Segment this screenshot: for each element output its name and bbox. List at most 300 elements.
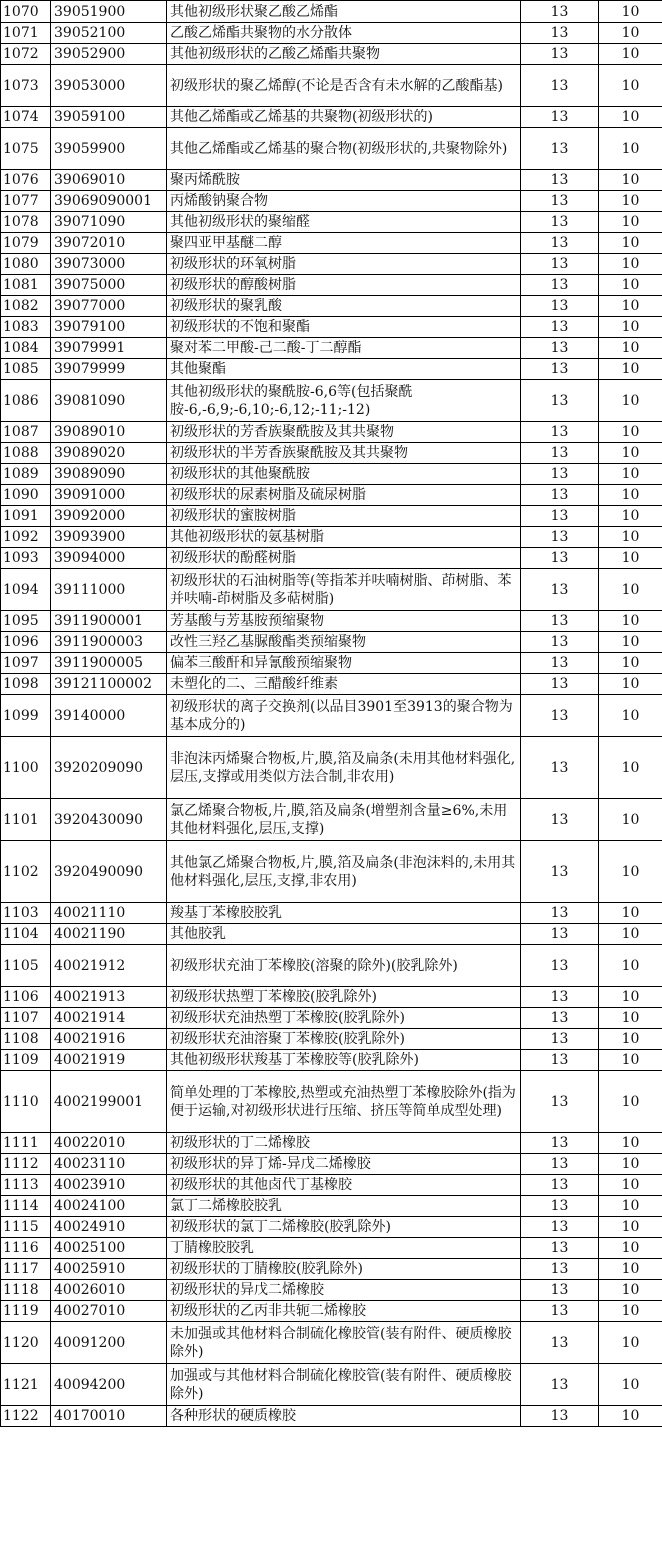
rate-b-cell: 10	[599, 527, 662, 548]
commodity-code-cell: 40021190	[51, 924, 167, 945]
commodity-description-cell: 初级形状的聚乙烯醇(不论是否含有未水解的乙酸酯基)	[167, 65, 521, 107]
row-number-cell: 1080	[1, 254, 51, 275]
rate-b-cell: 10	[599, 65, 662, 107]
rate-b-cell: 10	[599, 653, 662, 674]
table-row	[1, 695, 662, 737]
table-row	[1, 1008, 662, 1029]
row-number-cell: 1113	[1, 1175, 51, 1196]
commodity-code-cell: 40025910	[51, 1259, 167, 1280]
table-row	[1, 443, 662, 464]
commodity-description-cell: 初级形状的不饱和聚酯	[167, 317, 521, 338]
table-row	[1, 674, 662, 695]
rate-b-cell: 10	[599, 443, 662, 464]
rate-b-cell: 10	[599, 1175, 662, 1196]
rate-a-cell: 13	[521, 506, 599, 527]
rate-a-cell: 13	[521, 945, 599, 987]
table-row	[1, 254, 662, 275]
commodity-code-cell: 39081090	[51, 380, 167, 422]
commodity-description-cell: 初级形状的醇酸树脂	[167, 275, 521, 296]
rate-b-cell: 10	[599, 380, 662, 422]
row-number-cell: 1091	[1, 506, 51, 527]
rate-a-cell: 13	[521, 464, 599, 485]
rate-b-cell: 10	[599, 1196, 662, 1217]
rate-a-cell: 13	[521, 632, 599, 653]
row-number-cell: 1073	[1, 65, 51, 107]
rate-b-cell: 10	[599, 254, 662, 275]
rate-a-cell: 13	[521, 695, 599, 737]
rate-a-cell: 13	[521, 443, 599, 464]
row-number-cell: 1103	[1, 903, 51, 924]
rate-b-cell: 10	[599, 987, 662, 1008]
rate-b-cell: 10	[599, 799, 662, 841]
rate-a-cell: 13	[521, 1364, 599, 1406]
table-body	[1, 1, 662, 1427]
rate-b-cell: 10	[599, 107, 662, 128]
row-number-cell: 1075	[1, 128, 51, 170]
rate-a-cell: 13	[521, 23, 599, 44]
commodity-code-cell: 40094200	[51, 1364, 167, 1406]
rate-a-cell: 13	[521, 1196, 599, 1217]
rate-b-cell: 10	[599, 1259, 662, 1280]
table-row	[1, 44, 662, 65]
rate-a-cell: 13	[521, 1, 599, 23]
rate-b-cell: 10	[599, 1050, 662, 1071]
table-row	[1, 945, 662, 987]
table-row	[1, 1259, 662, 1280]
row-number-cell: 1093	[1, 548, 51, 569]
commodity-code-cell: 39091000	[51, 485, 167, 506]
commodity-code-cell: 39079991	[51, 338, 167, 359]
rate-b-cell: 10	[599, 1238, 662, 1259]
table-row	[1, 1301, 662, 1322]
rate-a-cell: 13	[521, 1217, 599, 1238]
commodity-description-cell: 其他初级形状的氨基树脂	[167, 527, 521, 548]
table-row	[1, 569, 662, 611]
table-row	[1, 380, 662, 422]
commodity-description-cell: 其他乙烯酯或乙烯基的共聚物(初级形状的)	[167, 107, 521, 128]
row-number-cell: 1070	[1, 1, 51, 23]
commodity-code-cell: 39079100	[51, 317, 167, 338]
commodity-code-cell: 39089010	[51, 422, 167, 443]
commodity-description-cell: 偏苯三酸酐和异氰酸预缩聚物	[167, 653, 521, 674]
rate-a-cell: 13	[521, 1154, 599, 1175]
commodity-code-cell: 39051900	[51, 1, 167, 23]
rate-a-cell: 13	[521, 107, 599, 128]
commodity-code-cell: 39094000	[51, 548, 167, 569]
row-number-cell: 1111	[1, 1133, 51, 1154]
commodity-description-cell: 初级形状的蜜胺树脂	[167, 506, 521, 527]
commodity-description-cell: 聚对苯二甲酸-己二酸-丁二醇酯	[167, 338, 521, 359]
commodity-code-cell: 40021912	[51, 945, 167, 987]
rate-b-cell: 10	[599, 1364, 662, 1406]
rate-b-cell: 10	[599, 1280, 662, 1301]
commodity-code-cell: 39121100002	[51, 674, 167, 695]
rate-b-cell: 10	[599, 695, 662, 737]
rate-b-cell: 10	[599, 23, 662, 44]
commodity-description-cell: 初级形状的异丁烯-异戊二烯橡胶	[167, 1154, 521, 1175]
row-number-cell: 1086	[1, 380, 51, 422]
commodity-code-cell: 39053000	[51, 65, 167, 107]
rate-b-cell: 10	[599, 275, 662, 296]
commodity-description-cell: 其他初级形状的聚酰胺-6,6等(包括聚酰胺-6,-6,9;-6,10;-6,12;-11;-12)	[167, 380, 521, 422]
row-number-cell: 1081	[1, 275, 51, 296]
table-row	[1, 1133, 662, 1154]
table-row	[1, 506, 662, 527]
commodity-description-cell: 初级形状的异戊二烯橡胶	[167, 1280, 521, 1301]
row-number-cell: 1109	[1, 1050, 51, 1071]
row-number-cell: 1097	[1, 653, 51, 674]
rate-a-cell: 13	[521, 233, 599, 254]
row-number-cell: 1120	[1, 1322, 51, 1364]
commodity-code-cell: 3920430090	[51, 799, 167, 841]
row-number-cell: 1121	[1, 1364, 51, 1406]
row-number-cell: 1089	[1, 464, 51, 485]
row-number-cell: 1094	[1, 569, 51, 611]
commodity-code-cell: 39075000	[51, 275, 167, 296]
rate-b-cell: 10	[599, 128, 662, 170]
row-number-cell: 1099	[1, 695, 51, 737]
commodity-code-cell: 40021914	[51, 1008, 167, 1029]
row-number-cell: 1110	[1, 1071, 51, 1133]
row-number-cell: 1071	[1, 23, 51, 44]
commodity-description-cell: 未塑化的二、三醋酸纤维素	[167, 674, 521, 695]
table-row	[1, 653, 662, 674]
rate-b-cell: 10	[599, 632, 662, 653]
rate-a-cell: 13	[521, 569, 599, 611]
commodity-description-cell: 初级形状的半芳香族聚酰胺及其共聚物	[167, 443, 521, 464]
table-row	[1, 527, 662, 548]
row-number-cell: 1114	[1, 1196, 51, 1217]
commodity-code-cell: 40024910	[51, 1217, 167, 1238]
commodity-code-cell: 3911900001	[51, 611, 167, 632]
rate-a-cell: 13	[521, 296, 599, 317]
rate-b-cell: 10	[599, 1008, 662, 1029]
commodity-description-cell: 初级形状的其他卤代丁基橡胶	[167, 1175, 521, 1196]
commodity-code-cell: 39069010	[51, 170, 167, 191]
commodity-code-cell: 40023110	[51, 1154, 167, 1175]
table-row	[1, 1238, 662, 1259]
commodity-description-cell: 初级形状的酚醛树脂	[167, 548, 521, 569]
table-row	[1, 128, 662, 170]
commodity-description-cell: 其他初级形状聚乙酸乙烯酯	[167, 1, 521, 23]
table-row	[1, 841, 662, 903]
rate-b-cell: 10	[599, 212, 662, 233]
table-row	[1, 170, 662, 191]
commodity-code-cell: 3920490090	[51, 841, 167, 903]
table-row	[1, 107, 662, 128]
table-row	[1, 1280, 662, 1301]
commodity-code-cell: 40027010	[51, 1301, 167, 1322]
commodity-description-cell: 初级形状的丁二烯橡胶	[167, 1133, 521, 1154]
rate-a-cell: 13	[521, 44, 599, 65]
rate-b-cell: 10	[599, 1217, 662, 1238]
commodity-code-cell: 3911900005	[51, 653, 167, 674]
commodity-description-cell: 初级形状的其他聚酰胺	[167, 464, 521, 485]
table-row	[1, 191, 662, 212]
row-number-cell: 1090	[1, 485, 51, 506]
rate-b-cell: 10	[599, 1133, 662, 1154]
row-number-cell: 1092	[1, 527, 51, 548]
table-row	[1, 65, 662, 107]
commodity-description-cell: 其他乙烯酯或乙烯基的聚合物(初级形状的,共聚物除外)	[167, 128, 521, 170]
table-row	[1, 1029, 662, 1050]
commodity-code-cell: 4002199001	[51, 1071, 167, 1133]
rate-a-cell: 13	[521, 548, 599, 569]
table-row	[1, 485, 662, 506]
rate-b-cell: 10	[599, 1322, 662, 1364]
commodity-description-cell: 初级形状充油溶聚丁苯橡胶(胶乳除外)	[167, 1029, 521, 1050]
commodity-description-cell: 羧基丁苯橡胶胶乳	[167, 903, 521, 924]
rate-a-cell: 13	[521, 611, 599, 632]
row-number-cell: 1112	[1, 1154, 51, 1175]
commodity-code-cell: 39071090	[51, 212, 167, 233]
row-number-cell: 1076	[1, 170, 51, 191]
table-row	[1, 464, 662, 485]
row-number-cell: 1104	[1, 924, 51, 945]
commodity-description-cell: 初级形状的尿素树脂及硫尿树脂	[167, 485, 521, 506]
commodity-code-cell: 3911900003	[51, 632, 167, 653]
rate-a-cell: 13	[521, 1238, 599, 1259]
rate-a-cell: 13	[521, 191, 599, 212]
rate-b-cell: 10	[599, 1406, 662, 1427]
commodity-code-cell: 40021916	[51, 1029, 167, 1050]
row-number-cell: 1115	[1, 1217, 51, 1238]
table-row	[1, 23, 662, 44]
rate-b-cell: 10	[599, 1154, 662, 1175]
rate-a-cell: 13	[521, 170, 599, 191]
rate-b-cell: 10	[599, 674, 662, 695]
commodity-description-cell: 初级形状的环氧树脂	[167, 254, 521, 275]
table-row	[1, 1071, 662, 1133]
table-row	[1, 903, 662, 924]
table-row	[1, 338, 662, 359]
commodity-description-cell: 简单处理的丁苯橡胶,热塑或充油热塑丁苯橡胶除外(指为便于运输,对初级形状进行压缩、挤压等简单成型处理)	[167, 1071, 521, 1133]
commodity-code-cell: 40023910	[51, 1175, 167, 1196]
table-row	[1, 737, 662, 799]
commodity-code-cell: 40091200	[51, 1322, 167, 1364]
commodity-code-cell: 39059900	[51, 128, 167, 170]
commodity-description-cell: 初级形状充油丁苯橡胶(溶聚的除外)(胶乳除外)	[167, 945, 521, 987]
row-number-cell: 1072	[1, 44, 51, 65]
commodity-code-cell: 40026010	[51, 1280, 167, 1301]
commodity-code-cell: 39093900	[51, 527, 167, 548]
commodity-code-cell: 40021913	[51, 987, 167, 1008]
commodity-code-cell: 40021919	[51, 1050, 167, 1071]
table-row	[1, 1196, 662, 1217]
table-row	[1, 422, 662, 443]
rate-b-cell: 10	[599, 296, 662, 317]
commodity-description-cell: 其他初级形状羧基丁苯橡胶等(胶乳除外)	[167, 1050, 521, 1071]
commodity-description-cell: 丙烯酸钠聚合物	[167, 191, 521, 212]
rate-a-cell: 13	[521, 737, 599, 799]
row-number-cell: 1117	[1, 1259, 51, 1280]
rate-b-cell: 10	[599, 903, 662, 924]
rate-a-cell: 13	[521, 1029, 599, 1050]
commodity-code-cell: 40022010	[51, 1133, 167, 1154]
rate-b-cell: 10	[599, 1, 662, 23]
commodity-code-cell: 39072010	[51, 233, 167, 254]
rate-a-cell: 13	[521, 338, 599, 359]
row-number-cell: 1105	[1, 945, 51, 987]
commodity-code-cell: 39111000	[51, 569, 167, 611]
table-row	[1, 212, 662, 233]
table-row	[1, 548, 662, 569]
table-row	[1, 799, 662, 841]
row-number-cell: 1082	[1, 296, 51, 317]
rate-b-cell: 10	[599, 924, 662, 945]
rate-a-cell: 13	[521, 1322, 599, 1364]
row-number-cell: 1074	[1, 107, 51, 128]
row-number-cell: 1101	[1, 799, 51, 841]
commodity-code-cell: 39069090001	[51, 191, 167, 212]
row-number-cell: 1119	[1, 1301, 51, 1322]
rate-b-cell: 10	[599, 945, 662, 987]
commodity-description-cell: 初级形状的石油树脂等(等指苯并呋喃树脂、茚树脂、苯并呋喃-茚树脂及多萜树脂)	[167, 569, 521, 611]
row-number-cell: 1122	[1, 1406, 51, 1427]
rate-a-cell: 13	[521, 65, 599, 107]
rate-b-cell: 10	[599, 841, 662, 903]
table-row	[1, 632, 662, 653]
row-number-cell: 1083	[1, 317, 51, 338]
rate-a-cell: 13	[521, 380, 599, 422]
row-number-cell: 1116	[1, 1238, 51, 1259]
commodity-code-cell: 39089020	[51, 443, 167, 464]
table-row	[1, 924, 662, 945]
rate-a-cell: 13	[521, 1259, 599, 1280]
row-number-cell: 1108	[1, 1029, 51, 1050]
commodity-description-cell: 改性三羟乙基脲酸酯类预缩聚物	[167, 632, 521, 653]
rate-a-cell: 13	[521, 1175, 599, 1196]
table-row	[1, 296, 662, 317]
rate-a-cell: 13	[521, 1301, 599, 1322]
commodity-description-cell: 乙酸乙烯酯共聚物的水分散体	[167, 23, 521, 44]
row-number-cell: 1098	[1, 674, 51, 695]
rate-a-cell: 13	[521, 1133, 599, 1154]
rate-b-cell: 10	[599, 44, 662, 65]
rate-b-cell: 10	[599, 464, 662, 485]
commodity-description-cell: 未加强或其他材料合制硫化橡胶管(装有附件、硬质橡胶除外)	[167, 1322, 521, 1364]
table-row	[1, 1175, 662, 1196]
table-row	[1, 1050, 662, 1071]
row-number-cell: 1106	[1, 987, 51, 1008]
commodity-code-cell: 39092000	[51, 506, 167, 527]
rate-a-cell: 13	[521, 841, 599, 903]
table-row	[1, 611, 662, 632]
commodity-description-cell: 初级形状热塑丁苯橡胶(胶乳除外)	[167, 987, 521, 1008]
row-number-cell: 1102	[1, 841, 51, 903]
table-row	[1, 1, 662, 23]
row-number-cell: 1118	[1, 1280, 51, 1301]
rate-a-cell: 13	[521, 275, 599, 296]
table-row	[1, 1406, 662, 1427]
commodity-description-cell: 其他聚酯	[167, 359, 521, 380]
rate-a-cell: 13	[521, 674, 599, 695]
table-row	[1, 359, 662, 380]
commodity-code-cell: 40021110	[51, 903, 167, 924]
rate-b-cell: 10	[599, 569, 662, 611]
commodity-code-cell: 40170010	[51, 1406, 167, 1427]
rate-b-cell: 10	[599, 170, 662, 191]
rate-a-cell: 13	[521, 924, 599, 945]
commodity-description-cell: 初级形状的氯丁二烯橡胶(胶乳除外)	[167, 1217, 521, 1238]
commodity-description-cell: 初级形状的芳香族聚酰胺及其共聚物	[167, 422, 521, 443]
commodity-code-cell: 39052900	[51, 44, 167, 65]
commodity-description-cell: 加强或与其他材料合制硫化橡胶管(装有附件、硬质橡胶除外)	[167, 1364, 521, 1406]
table-row	[1, 233, 662, 254]
commodity-code-cell: 39073000	[51, 254, 167, 275]
rate-a-cell: 13	[521, 1406, 599, 1427]
commodity-code-cell: 39089090	[51, 464, 167, 485]
commodity-description-cell: 初级形状的丁腈橡胶(胶乳除外)	[167, 1259, 521, 1280]
rate-b-cell: 10	[599, 506, 662, 527]
rate-a-cell: 13	[521, 485, 599, 506]
table-row	[1, 317, 662, 338]
commodity-code-cell: 3920209090	[51, 737, 167, 799]
commodity-code-cell: 40024100	[51, 1196, 167, 1217]
rate-a-cell: 13	[521, 799, 599, 841]
row-number-cell: 1084	[1, 338, 51, 359]
row-number-cell: 1095	[1, 611, 51, 632]
table-row	[1, 1154, 662, 1175]
table-row	[1, 1322, 662, 1364]
rate-b-cell: 10	[599, 191, 662, 212]
rate-a-cell: 13	[521, 987, 599, 1008]
rate-a-cell: 13	[521, 1280, 599, 1301]
commodity-code-cell: 39140000	[51, 695, 167, 737]
row-number-cell: 1107	[1, 1008, 51, 1029]
commodity-description-cell: 其他初级形状的聚缩醛	[167, 212, 521, 233]
rate-a-cell: 13	[521, 254, 599, 275]
commodity-description-cell: 初级形状的乙丙非共轭二烯橡胶	[167, 1301, 521, 1322]
commodity-description-cell: 芳基酸与芳基胺预缩聚物	[167, 611, 521, 632]
rate-b-cell: 10	[599, 1301, 662, 1322]
table-row	[1, 1364, 662, 1406]
rate-b-cell: 10	[599, 359, 662, 380]
rate-b-cell: 10	[599, 548, 662, 569]
commodity-code-cell: 39079999	[51, 359, 167, 380]
commodity-description-cell: 其他初级形状的乙酸乙烯酯共聚物	[167, 44, 521, 65]
rate-a-cell: 13	[521, 1008, 599, 1029]
commodity-description-cell: 氯乙烯聚合物板,片,膜,箔及扁条(增塑剂含量≥6%,未用其他材料强化,层压,支撑)	[167, 799, 521, 841]
commodity-description-cell: 各种形状的硬质橡胶	[167, 1406, 521, 1427]
commodity-description-cell: 其他氯乙烯聚合物板,片,膜,箔及扁条(非泡沫料的,未用其他材料强化,层压,支撑,非农用)	[167, 841, 521, 903]
commodity-code-cell: 40025100	[51, 1238, 167, 1259]
rate-a-cell: 13	[521, 1050, 599, 1071]
rate-a-cell: 13	[521, 1071, 599, 1133]
row-number-cell: 1085	[1, 359, 51, 380]
rate-a-cell: 13	[521, 359, 599, 380]
rate-b-cell: 10	[599, 611, 662, 632]
rate-a-cell: 13	[521, 212, 599, 233]
rate-a-cell: 13	[521, 527, 599, 548]
commodity-code-cell: 39052100	[51, 23, 167, 44]
table-row	[1, 275, 662, 296]
commodity-description-cell: 聚丙烯酰胺	[167, 170, 521, 191]
rate-a-cell: 13	[521, 317, 599, 338]
rate-b-cell: 10	[599, 1071, 662, 1133]
commodity-description-cell: 聚四亚甲基醚二醇	[167, 233, 521, 254]
commodity-description-cell: 其他胶乳	[167, 924, 521, 945]
rate-a-cell: 13	[521, 903, 599, 924]
rate-a-cell: 13	[521, 422, 599, 443]
rate-a-cell: 13	[521, 128, 599, 170]
rate-b-cell: 10	[599, 422, 662, 443]
rate-b-cell: 10	[599, 485, 662, 506]
commodity-code-cell: 39059100	[51, 107, 167, 128]
row-number-cell: 1100	[1, 737, 51, 799]
commodity-description-cell: 初级形状的聚乳酸	[167, 296, 521, 317]
rate-b-cell: 10	[599, 317, 662, 338]
